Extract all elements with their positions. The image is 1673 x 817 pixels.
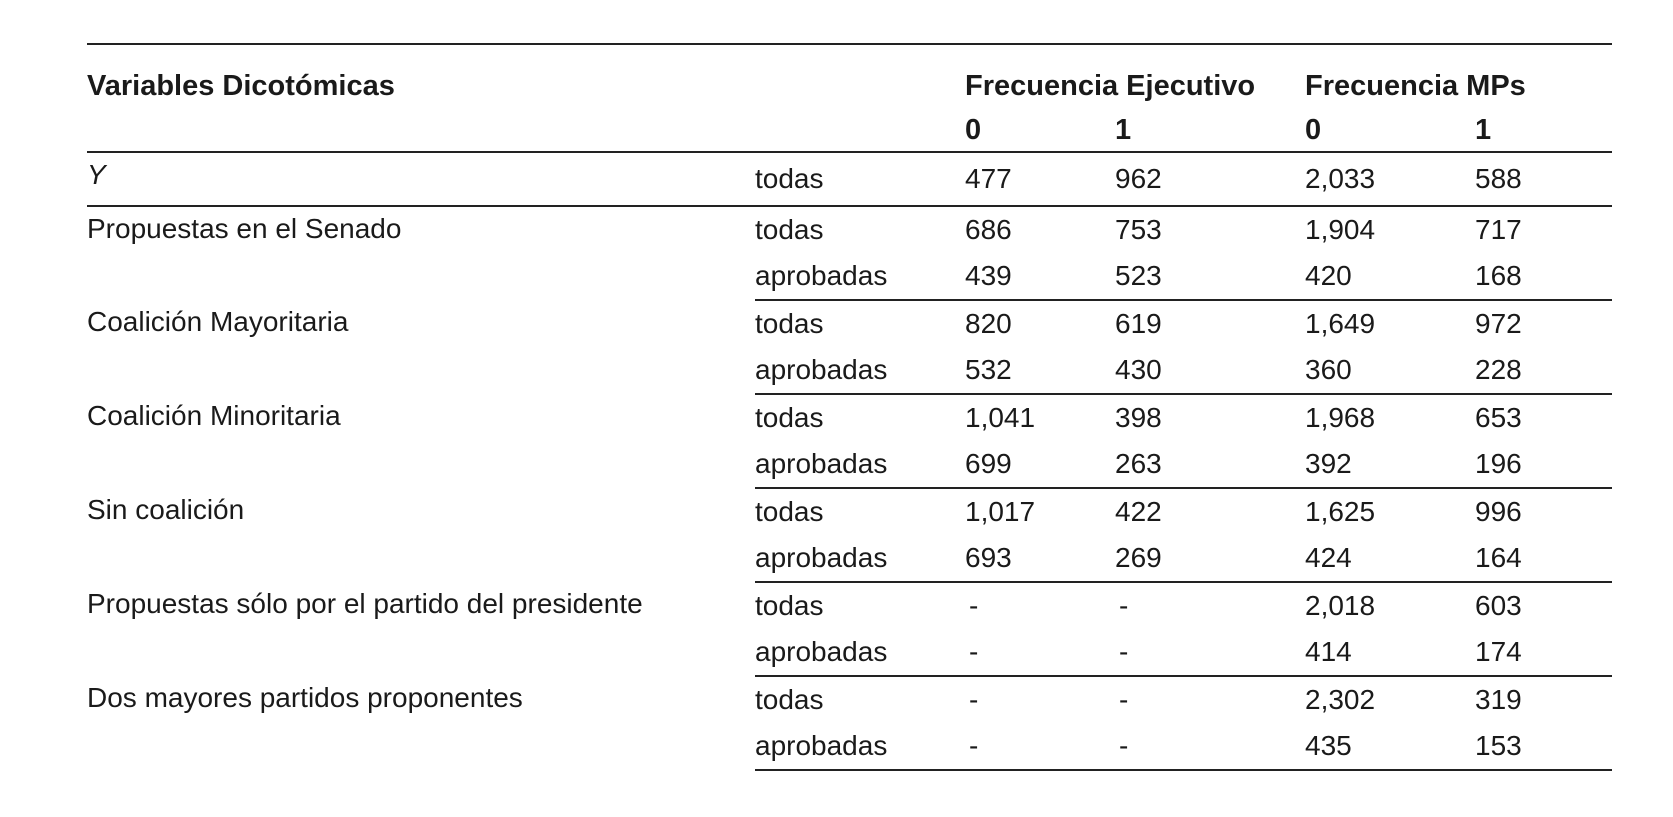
mps-1-value: 168 <box>1475 253 1612 300</box>
variable-label: Y <box>87 152 755 206</box>
subset-label: todas <box>755 152 965 206</box>
subset-label: todas <box>755 496 824 527</box>
header-row-values <box>87 107 1612 152</box>
mps-1-value: 972 <box>1475 308 1522 339</box>
frequency-table-container <box>87 43 1612 771</box>
table-row <box>87 676 1612 723</box>
mps-0-value: 360 <box>1305 347 1475 394</box>
variable-label: Sin coalición <box>87 494 245 525</box>
ejecutivo-group-header: Frecuencia Ejecutivo <box>965 44 1305 107</box>
mps-0-value: 420 <box>1305 253 1475 300</box>
variable-label: Propuestas sólo por el partido del presidente <box>87 588 643 619</box>
ejecutivo-1-value: 962 <box>1115 152 1305 206</box>
ejecutivo-0-value: 1,041 <box>965 402 1036 433</box>
ejecutivo-1-value: 269 <box>1115 535 1305 582</box>
ejecutivo-0-value: 477 <box>965 152 1115 206</box>
table-body <box>87 152 1612 770</box>
mps-0-value: 2,302 <box>1305 684 1376 715</box>
subset-label: aprobadas <box>755 535 965 582</box>
table-row <box>87 582 1612 629</box>
table-row <box>87 300 1612 347</box>
ejecutivo-1-value: 263 <box>1115 441 1305 488</box>
ejecutivo-0-value: - <box>965 629 1115 676</box>
subset-label: todas <box>755 214 824 245</box>
ejecutivo-1-value: - <box>1115 723 1305 770</box>
table-row <box>87 394 1612 441</box>
variable-label: Propuestas en el Senado <box>87 213 402 244</box>
mps-0-value: 2,018 <box>1305 590 1376 621</box>
ejecutivo-1-value: 619 <box>1115 308 1162 339</box>
ejecutivo-0-header: 0 <box>965 107 1115 152</box>
ejecutivo-0-value: 693 <box>965 535 1115 582</box>
mps-1-value: 588 <box>1475 152 1612 206</box>
ejecutivo-0-value: - <box>969 684 979 715</box>
ejecutivo-0-value: 699 <box>965 441 1115 488</box>
variable-label: Coalición Minoritaria <box>87 400 341 431</box>
variable-label: Coalición Mayoritaria <box>87 306 349 337</box>
mps-0-header: 0 <box>1305 107 1475 152</box>
mps-1-header: 1 <box>1475 107 1612 152</box>
ejecutivo-1-value: 398 <box>1115 402 1162 433</box>
subset-label: todas <box>755 308 824 339</box>
mps-0-value: 424 <box>1305 535 1475 582</box>
ejecutivo-1-value: 753 <box>1115 214 1162 245</box>
subset-label: aprobadas <box>755 629 965 676</box>
subset-label: aprobadas <box>755 347 965 394</box>
mps-1-value: 153 <box>1475 723 1612 770</box>
ejecutivo-1-value: 422 <box>1115 496 1162 527</box>
table-header <box>87 44 1612 152</box>
mps-0-value: 435 <box>1305 723 1475 770</box>
subset-label: aprobadas <box>755 253 965 300</box>
ejecutivo-1-value: - <box>1115 629 1305 676</box>
mps-1-value: 603 <box>1475 590 1522 621</box>
mps-1-value: 653 <box>1475 402 1522 433</box>
ejecutivo-1-value: - <box>1119 684 1129 715</box>
ejecutivo-0-value: - <box>969 590 979 621</box>
ejecutivo-1-value: 523 <box>1115 253 1305 300</box>
mps-0-value: 414 <box>1305 629 1475 676</box>
mps-group-header: Frecuencia MPs <box>1305 44 1612 107</box>
subgroup-header-empty <box>755 44 965 107</box>
mps-0-value: 392 <box>1305 441 1475 488</box>
mps-0-value: 1,625 <box>1305 496 1376 527</box>
mps-1-value: 228 <box>1475 347 1612 394</box>
mps-0-value: 1,904 <box>1305 214 1376 245</box>
mps-1-value: 996 <box>1475 496 1522 527</box>
mps-1-value: 717 <box>1475 214 1522 245</box>
frequency-table <box>87 43 1612 771</box>
ejecutivo-0-value: - <box>965 723 1115 770</box>
mps-0-value: 1,649 <box>1305 308 1376 339</box>
subset-label: todas <box>755 684 824 715</box>
ejecutivo-0-value: 820 <box>965 308 1012 339</box>
ejecutivo-0-value: 439 <box>965 253 1115 300</box>
subset-label: aprobadas <box>755 723 965 770</box>
ejecutivo-1-value: 430 <box>1115 347 1305 394</box>
mps-1-value: 174 <box>1475 629 1612 676</box>
mps-1-value: 164 <box>1475 535 1612 582</box>
ejecutivo-1-value: - <box>1119 590 1129 621</box>
ejecutivo-1-header: 1 <box>1115 107 1305 152</box>
mps-0-value: 2,033 <box>1305 152 1475 206</box>
header-row-groups <box>87 44 1612 107</box>
subset-label: aprobadas <box>755 441 965 488</box>
variable-label: Dos mayores partidos proponentes <box>87 682 523 713</box>
mps-1-value: 319 <box>1475 684 1522 715</box>
table-row <box>87 152 1612 206</box>
subset-label: todas <box>755 402 824 433</box>
variables-header: Variables Dicotómicas <box>87 44 755 107</box>
table-row <box>87 206 1612 253</box>
mps-0-value: 1,968 <box>1305 402 1376 433</box>
mps-1-value: 196 <box>1475 441 1612 488</box>
ejecutivo-0-value: 532 <box>965 347 1115 394</box>
ejecutivo-0-value: 686 <box>965 214 1012 245</box>
header-spacer <box>755 107 965 152</box>
table-row <box>87 488 1612 535</box>
header-spacer <box>87 107 755 152</box>
subset-label: todas <box>755 590 824 621</box>
ejecutivo-0-value: 1,017 <box>965 496 1036 527</box>
